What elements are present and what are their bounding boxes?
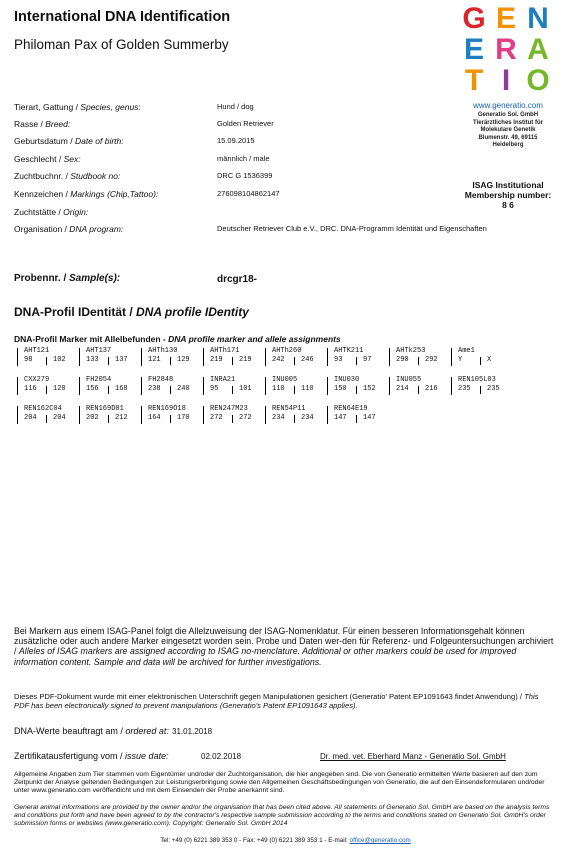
logo-letter: E: [463, 33, 484, 66]
marker-divider: [17, 348, 18, 366]
marker-name: REN64E19: [334, 405, 368, 413]
allele-2: 216: [425, 385, 438, 393]
marker-divider: [141, 348, 142, 366]
allele-1: 95: [210, 385, 219, 393]
info-label: Rasse / Breed:: [14, 119, 71, 129]
marker-cell: [389, 347, 451, 367]
marker-divider: [79, 348, 80, 366]
marker-divider: [203, 377, 204, 395]
sample-value: drcgr18-: [217, 274, 258, 285]
allele-2: 101: [239, 385, 252, 393]
marker-divider: [79, 377, 80, 395]
marker-divider: [451, 348, 452, 366]
allele-1: 234: [272, 414, 285, 422]
allele-1: 133: [86, 356, 99, 364]
marker-divider: [265, 377, 266, 395]
marker-cell: [17, 376, 79, 396]
marker-cell: [203, 376, 265, 396]
allele-2: 292: [425, 356, 438, 364]
logo-letter: A: [527, 33, 549, 66]
marker-name: AHTh260: [272, 347, 302, 355]
marker-name: AHTk253: [396, 347, 426, 355]
marker-cell: [141, 347, 203, 367]
marker-name: REN105L03: [458, 376, 496, 384]
allele-1: 150: [334, 385, 347, 393]
allele-1: 202: [86, 414, 99, 422]
logo-letter: E: [495, 2, 516, 35]
allele-1: 156: [86, 385, 99, 393]
marker-divider: [141, 377, 142, 395]
marker-divider: [203, 406, 204, 424]
allele-divider: [232, 386, 233, 394]
allele-2: 120: [53, 385, 66, 393]
terms-english: General animal informations are provided by the owner and/or the organisation that has been cited above. All statements of Generatio Sol. GmbH are based on the analysis terms and conditions put forth and have been agreed to by the contractor's respective sample submission according to the terms and conditions stated on Generatio Sol. GmbH's order submission forms or websites (www.generatio.com). Copyright: Generatio Sol. GmbH 2014: [14, 804, 550, 828]
allele-1: 204: [24, 414, 37, 422]
marker-cell: [79, 347, 141, 367]
website-link[interactable]: www.generatio.com: [473, 101, 543, 110]
marker-cell: [451, 347, 513, 367]
allele-2: 219: [239, 356, 252, 364]
institute-line: Tierärztliches Institut für: [473, 119, 543, 126]
ordered-value: 31.01.2018: [172, 727, 213, 736]
allele-1: 242: [272, 356, 285, 364]
email-link[interactable]: office@generatio.com: [349, 837, 411, 844]
animal-name: Philoman Pax of Golden Summerby: [14, 37, 229, 52]
isag-label: ISAG Institutional Membership number:: [464, 180, 552, 200]
marker-name: INU030: [334, 376, 360, 384]
info-label: Organisation / DNA program:: [14, 224, 124, 234]
info-label: Geburtsdatum / Date of birth:: [14, 136, 124, 146]
ordered-label: DNA-Werte beauftragt am / ordered at:: [14, 726, 169, 736]
isag-number: 8 6: [502, 200, 514, 210]
allele-2: 147: [363, 414, 376, 422]
info-label: Kennzeichen / Markings (Chip,Tattoo):: [14, 189, 159, 199]
info-value: DRC G 1536399: [217, 171, 273, 180]
allele-2: 235: [487, 385, 500, 393]
markers-heading: DNA-Profil Marker mit Allelbefunden - DNA profile marker and allele assignments: [14, 334, 341, 344]
marker-cell: [141, 376, 203, 396]
allele-2: 240: [177, 385, 190, 393]
allele-2: 234: [301, 414, 314, 422]
institute-line: Generatio Sol. GmbH: [477, 112, 539, 118]
allele-2: 212: [115, 414, 128, 422]
marker-cell: [451, 376, 513, 396]
info-label: Tierart, Gattung / Species, genus:: [14, 102, 141, 112]
marker-divider: [79, 406, 80, 424]
marker-cell: [265, 347, 327, 367]
allele-divider: [170, 357, 171, 365]
allele-divider: [232, 415, 233, 423]
info-value: 276098104862147: [217, 189, 280, 198]
marker-cell: [265, 376, 327, 396]
logo-letter: G: [462, 2, 486, 35]
marker-cell: [265, 405, 327, 425]
allele-1: 214: [396, 385, 409, 393]
logo-letter: T: [464, 64, 484, 97]
allele-1: 235: [458, 385, 471, 393]
allele-divider: [356, 357, 357, 365]
allele-divider: [108, 357, 109, 365]
allele-divider: [46, 357, 47, 365]
allele-1: 238: [148, 385, 161, 393]
allele-2: 110: [301, 385, 314, 393]
marker-cell: [17, 405, 79, 425]
document-title: International DNA Identification: [14, 9, 231, 25]
pdf-signature-note: Dieses PDF-Dokument wurde mit einer elektronischen Unterschrift gegen Manipulationen gesichert (Generatio' Patent EP1091643 findet Anwendung) / This PDF has been electronically signed to prevent manipulations (Generatio's Patent EP1091643 applies).: [14, 692, 539, 710]
allele-2: 246: [301, 356, 314, 364]
allele-1: 147: [334, 414, 347, 422]
marker-name: AHTK211: [334, 347, 364, 355]
institute-address: [458, 112, 558, 150]
allele-divider: [480, 386, 481, 394]
info-value: 15.09.2015: [217, 136, 255, 145]
marker-name: REN169O18: [148, 405, 186, 413]
marker-name: AHTh130: [148, 347, 178, 355]
marker-divider: [265, 406, 266, 424]
marker-name: INU055: [396, 376, 422, 384]
allele-2: 168: [115, 385, 128, 393]
marker-name: REN54P11: [272, 405, 306, 413]
info-value: Hund / dog: [217, 102, 254, 111]
sample-label: Probennr. / Sample(s):: [14, 273, 121, 284]
marker-cell: [141, 405, 203, 425]
marker-divider: [17, 377, 18, 395]
isag-membership: [458, 180, 558, 210]
marker-cell: [17, 347, 79, 367]
allele-2: X: [487, 356, 492, 364]
allele-2: 170: [177, 414, 190, 422]
marker-name: REN162C04: [24, 405, 62, 413]
allele-divider: [46, 415, 47, 423]
allele-divider: [418, 386, 419, 394]
marker-divider: [327, 348, 328, 366]
allele-divider: [480, 357, 481, 365]
generatio-logo: [458, 4, 554, 98]
marker-cell: [327, 376, 389, 396]
allele-divider: [46, 386, 47, 394]
allele-divider: [294, 386, 295, 394]
allele-1: 110: [272, 385, 285, 393]
allele-divider: [294, 357, 295, 365]
institute-line: Blumenstr. 49, 69115: [478, 134, 538, 141]
profile-heading: DNA-Profil IDentität / DNA profile IDentity: [14, 305, 249, 319]
footer-contact: Tel: +49 (0) 6221 389 353 0 - Fax: +49 (0) 6221 389 353 1 - E-mail: office@generatio.com: [160, 837, 411, 844]
allele-2: 102: [53, 356, 66, 364]
marker-cell: [389, 376, 451, 396]
marker-cell: [327, 347, 389, 367]
allele-1: 121: [148, 356, 161, 364]
marker-cell: [203, 347, 265, 367]
marker-cell: [327, 405, 389, 425]
signature: Dr. med. vet. Eberhard Manz - Generatio Sol. GmbH: [320, 752, 506, 761]
marker-name: REN247M23: [210, 405, 248, 413]
isag-note: Bei Markern aus einem ISAG-Panel folgt die Allelzuweisung der ISAG-Nomenklatur. Für einen besseren Informationsgehalt können zusätzliche oder auch andere Marker eingesetzt worden sein. Probe und Daten wer-den für Referenz- und Folgeuntersuchungen archiviert / Alleles of ISAG markers are assigned according to ISAG no-menclature. Additional or other markers could be used for improved information content. Sample and data will be archived for further investigations.: [14, 626, 554, 667]
marker-name: AHTh171: [210, 347, 240, 355]
info-label: Zuchtbuchnr. / Studbook no:: [14, 171, 121, 181]
allele-divider: [294, 415, 295, 423]
marker-name: FH2848: [148, 376, 174, 384]
allele-2: 129: [177, 356, 190, 364]
marker-divider: [327, 406, 328, 424]
allele-1: 93: [334, 356, 343, 364]
marker-name: Ame1: [458, 347, 475, 355]
institute-line: Molekulare Genetik: [480, 127, 536, 133]
allele-divider: [356, 386, 357, 394]
logo-letter: N: [527, 2, 549, 35]
marker-name: FH2054: [86, 376, 112, 384]
marker-divider: [203, 348, 204, 366]
allele-divider: [108, 386, 109, 394]
allele-2: 137: [115, 356, 128, 364]
allele-1: 219: [210, 356, 223, 364]
marker-name: INU005: [272, 376, 298, 384]
marker-divider: [141, 406, 142, 424]
marker-divider: [17, 406, 18, 424]
allele-divider: [356, 415, 357, 423]
marker-name: INRA21: [210, 376, 236, 384]
marker-divider: [389, 377, 390, 395]
allele-1: 98: [24, 356, 33, 364]
allele-2: 97: [363, 356, 372, 364]
info-label: Geschlecht / Sex:: [14, 154, 81, 164]
allele-divider: [170, 415, 171, 423]
marker-divider: [265, 348, 266, 366]
marker-divider: [389, 348, 390, 366]
terms-german: Allgemeine Angaben zum Tier stammen vom Eigentümer und/oder der Zuchtorganisation, die hier angegeben sind. Die von Generatio ermittelten Werte basieren auf den zum Zeitpunkt der Analyse geltenden Bedingungen zur Leistungserbringung sowie den Allgemeinen Geschäftsbedingungen von Generatio, die auf den Einsendeformularen und/oder unter www.generatio.com veröffentlicht und mit dem Einsenden der Probe anerkannt sind.: [14, 771, 545, 795]
allele-divider: [232, 357, 233, 365]
issue-label: Zertifikatausfertigung vom / issue date:: [14, 751, 169, 761]
allele-2: 204: [53, 414, 66, 422]
marker-name: REN169D01: [86, 405, 124, 413]
marker-name: AHT137: [86, 347, 112, 355]
marker-divider: [327, 377, 328, 395]
info-value: männlich / male: [217, 154, 270, 163]
allele-1: 116: [24, 385, 37, 393]
info-label: Zuchtstätte / Origin:: [14, 207, 89, 217]
allele-divider: [170, 386, 171, 394]
allele-divider: [108, 415, 109, 423]
marker-cell: [203, 405, 265, 425]
issue-value: 02.02.2018: [201, 752, 242, 761]
logo-letter: R: [495, 33, 517, 66]
logo-letter: O: [526, 64, 550, 97]
marker-name: CXX279: [24, 376, 50, 384]
logo-letter: I: [501, 64, 511, 97]
allele-1: 272: [210, 414, 223, 422]
allele-1: 290: [396, 356, 409, 364]
allele-1: Y: [458, 356, 463, 364]
marker-cell: [79, 376, 141, 396]
info-value: Golden Retriever: [217, 119, 274, 128]
marker-divider: [451, 377, 452, 395]
allele-2: 272: [239, 414, 252, 422]
marker-cell: [79, 405, 141, 425]
allele-2: 152: [363, 385, 376, 393]
marker-name: AHT121: [24, 347, 50, 355]
allele-divider: [418, 357, 419, 365]
allele-1: 164: [148, 414, 161, 422]
institute-line: Heidelberg: [492, 142, 524, 148]
info-value: Deutscher Retriever Club e.V., DRC. DNA-Programm Identität und Eigenschaften: [217, 224, 487, 233]
